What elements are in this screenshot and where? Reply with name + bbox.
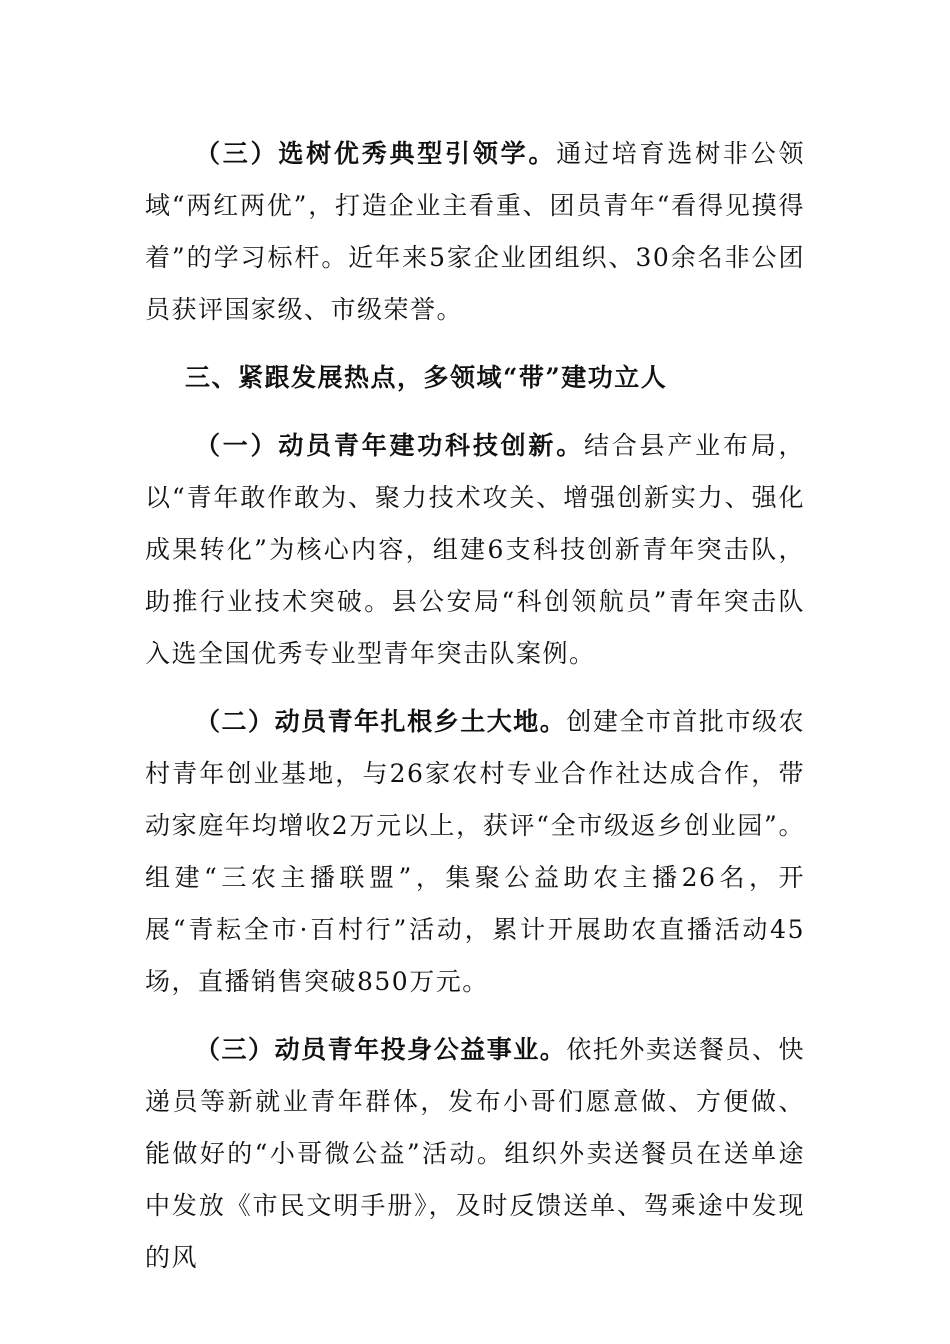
paragraph-text: 通过培育选树非公领域“两红两优”，打造企业主看重、团员青年“看得见摸得着”的学习标杆。近年来5家企业团组织、30余名非公团员获评国家级、市级荣誉。 — [145, 139, 805, 324]
paragraph-text: 依托外卖送餐员、快递员等新就业青年群体，发布小哥们愿意做、方便做、能做好的“小哥微公益”活动。组织外卖送餐员在送单途中发放《市民文明手册》，及时反馈送单、驾乘途中发现的风 — [145, 1035, 805, 1272]
paragraph-lead: （二）动员青年扎根乡土大地。 — [195, 707, 567, 736]
paragraph-lead: （三）选树优秀典型引领学。 — [195, 139, 557, 168]
paragraph-lead: （一）动员青年建功科技创新。 — [195, 431, 584, 460]
document-body — [145, 128, 805, 1300]
paragraph-text: 创建全市首批市级农村青年创业基地，与26家农村专业合作社达成合作，带动家庭年均增收2万元以上，获评“全市级返乡创业园”。组建“三农主播联盟”，集聚公益助农主播26名，开展“青耘全市·百村行”活动，累计开展助农直播活动45场，直播销售突破850万元。 — [145, 707, 805, 996]
paragraph-public-welfare — [145, 1024, 805, 1284]
paragraph-lead: （三）动员青年投身公益事业。 — [195, 1035, 567, 1064]
paragraph-model-typical — [145, 128, 805, 336]
section-heading: 三、紧跟发展热点，多领域“带”建功立人 — [185, 363, 668, 392]
paragraph-rural — [145, 696, 805, 1008]
paragraph-text: 结合县产业布局，以“青年敢作敢为、聚力技术攻关、增强创新实力、强化成果转化”为核心内容，组建6支科技创新青年突击队，助推行业技术突破。县公安局“科创领航员”青年突击队入选全国优秀专业型青年突击队案例。 — [145, 431, 805, 668]
paragraph-tech-innovation — [145, 420, 805, 680]
